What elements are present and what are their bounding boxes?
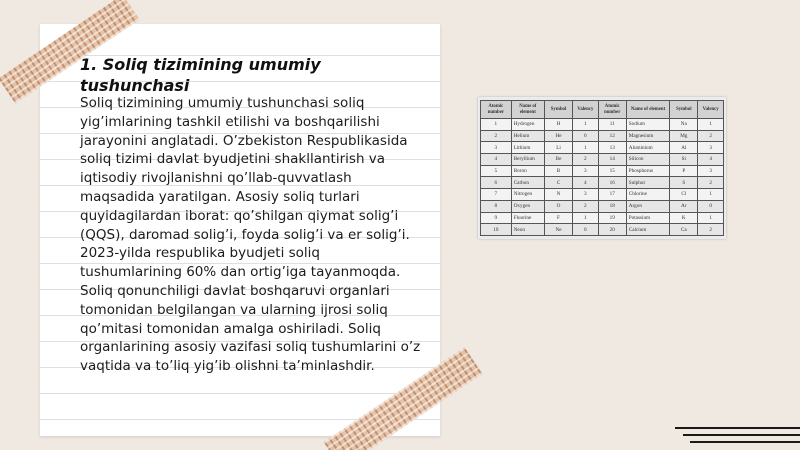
table-row	[481, 224, 724, 236]
table-row	[481, 130, 724, 142]
decorative-line	[683, 434, 800, 436]
header-element-name-1: Name of element	[511, 101, 544, 119]
table-cell: Phosphorus	[626, 165, 669, 177]
table-cell: C	[544, 177, 572, 189]
header-symbol-1: Symbol	[544, 101, 572, 119]
decorative-line	[675, 427, 800, 429]
table-cell: 2	[573, 154, 599, 166]
table-cell: 1	[698, 189, 724, 201]
table-cell: 16	[598, 177, 626, 189]
header-valency-2: Valency	[698, 101, 724, 119]
table-cell: Na	[670, 119, 698, 131]
table-row	[481, 142, 724, 154]
header-element-name-2: Name of element	[626, 101, 669, 119]
table-cell: 3	[573, 165, 599, 177]
header-valency-1: Valency	[573, 101, 599, 119]
table-cell: Li	[544, 142, 572, 154]
table-cell: B	[544, 165, 572, 177]
table-cell: He	[544, 130, 572, 142]
table-cell: Magnesium	[626, 130, 669, 142]
table-cell: 1	[573, 142, 599, 154]
table-cell: 1	[698, 212, 724, 224]
table-cell: 1	[573, 212, 599, 224]
table-cell: 1	[698, 119, 724, 131]
table-cell: O	[544, 200, 572, 212]
table-cell: Ca	[670, 224, 698, 236]
table-cell: 2	[698, 130, 724, 142]
table-cell: 4	[481, 154, 512, 166]
table-cell: 4	[698, 154, 724, 166]
table-row	[481, 212, 724, 224]
table-cell: Lithium	[511, 142, 544, 154]
table-cell: N	[544, 189, 572, 201]
table-header-row	[481, 101, 724, 119]
slide-heading: 1. Soliq tizimining umumiy tushunchasi	[80, 55, 321, 95]
table-cell: Sulphur	[626, 177, 669, 189]
table-cell: 4	[573, 177, 599, 189]
table-row	[481, 119, 724, 131]
decorative-line	[690, 441, 800, 443]
table-cell: Argon	[626, 200, 669, 212]
table-cell: 9	[481, 212, 512, 224]
table-cell: Carbon	[511, 177, 544, 189]
table-cell: 13	[598, 142, 626, 154]
table-cell: 19	[598, 212, 626, 224]
header-atomic-number-1: Atomic number	[481, 101, 512, 119]
header-atomic-number-2: Atomic number	[598, 101, 626, 119]
table-cell: Aluminium	[626, 142, 669, 154]
table-row	[481, 154, 724, 166]
table-cell: Fluorine	[511, 212, 544, 224]
table-cell: Si	[670, 154, 698, 166]
table-cell: 0	[573, 130, 599, 142]
table-cell: 2	[573, 200, 599, 212]
table-cell: P	[670, 165, 698, 177]
table-cell: 20	[598, 224, 626, 236]
table-row	[481, 200, 724, 212]
table-cell: Cl	[670, 189, 698, 201]
table-cell: 5	[481, 165, 512, 177]
table-cell: Neon	[511, 224, 544, 236]
table-cell: Potassium	[626, 212, 669, 224]
table-cell: Boron	[511, 165, 544, 177]
table-cell: 3	[481, 142, 512, 154]
slide-body-text: Soliq tizimining umumiy tushunchasi soliq yig’imlarining tashkil etilishi va boshqarilishi jarayonini anglatadi. O’zbekiston Respublikasida soliq tizimi davlat byudjetini shakllantirish va iqtisodiy rivojlanishni qo’llab-quvvatlash maqsadida yaratilgan. Asosiy soliq turlari quyidagilardan iborat: qo’shilgan qiymat solig’i (QQS), daromad solig’i, foyda solig’i va er solig’i. 2023-yilda respublika byudjeti soliq tushumlarining 60% dan ortig’iga tayanmoqda. Soliq qonunchiligi davlat boshqaruvi organlari tomonidan belgilangan va ularning ijrosi soliq qo’mitasi tomonidan amalga oshiriladi. Soliq organlarining asosiy vazifasi soliq tushumlarini o’z vaqtida va to’liq yig’ib olishni ta’minlashdir.	[80, 95, 421, 375]
table-cell: S	[670, 177, 698, 189]
table-cell: 3	[573, 189, 599, 201]
table-cell: Calcium	[626, 224, 669, 236]
table-cell: 3	[698, 165, 724, 177]
table-cell: 15	[598, 165, 626, 177]
table-cell: Nitrogen	[511, 189, 544, 201]
elements-table	[480, 100, 724, 236]
header-symbol-2: Symbol	[670, 101, 698, 119]
table-cell: Oxygen	[511, 200, 544, 212]
table-cell: 11	[598, 119, 626, 131]
table-cell: 1	[481, 119, 512, 131]
table-cell: F	[544, 212, 572, 224]
table-cell: 10	[481, 224, 512, 236]
table-cell: 18	[598, 200, 626, 212]
table-cell: K	[670, 212, 698, 224]
table-cell: 2	[698, 224, 724, 236]
table-cell: 7	[481, 189, 512, 201]
table-cell: Sodium	[626, 119, 669, 131]
table-cell: Hydrogen	[511, 119, 544, 131]
table-cell: 0	[573, 224, 599, 236]
table-body	[481, 119, 724, 236]
table-cell: Silicon	[626, 154, 669, 166]
table-row	[481, 177, 724, 189]
table-cell: 3	[698, 142, 724, 154]
table-row	[481, 189, 724, 201]
table-cell: 2	[698, 177, 724, 189]
table-row	[481, 165, 724, 177]
table-cell: Helium	[511, 130, 544, 142]
table-cell: 6	[481, 177, 512, 189]
table-cell: 2	[481, 130, 512, 142]
table-cell: 8	[481, 200, 512, 212]
table-cell: 14	[598, 154, 626, 166]
table-cell: 0	[698, 200, 724, 212]
table-cell: 17	[598, 189, 626, 201]
table-cell: Ne	[544, 224, 572, 236]
table-cell: Be	[544, 154, 572, 166]
table-cell: 1	[573, 119, 599, 131]
table-cell: Ar	[670, 200, 698, 212]
table-cell: Al	[670, 142, 698, 154]
table-cell: Chlorine	[626, 189, 669, 201]
elements-table-image	[478, 97, 726, 239]
table-cell: H	[544, 119, 572, 131]
table-cell: Mg	[670, 130, 698, 142]
table-cell: 12	[598, 130, 626, 142]
table-cell: Beryllium	[511, 154, 544, 166]
